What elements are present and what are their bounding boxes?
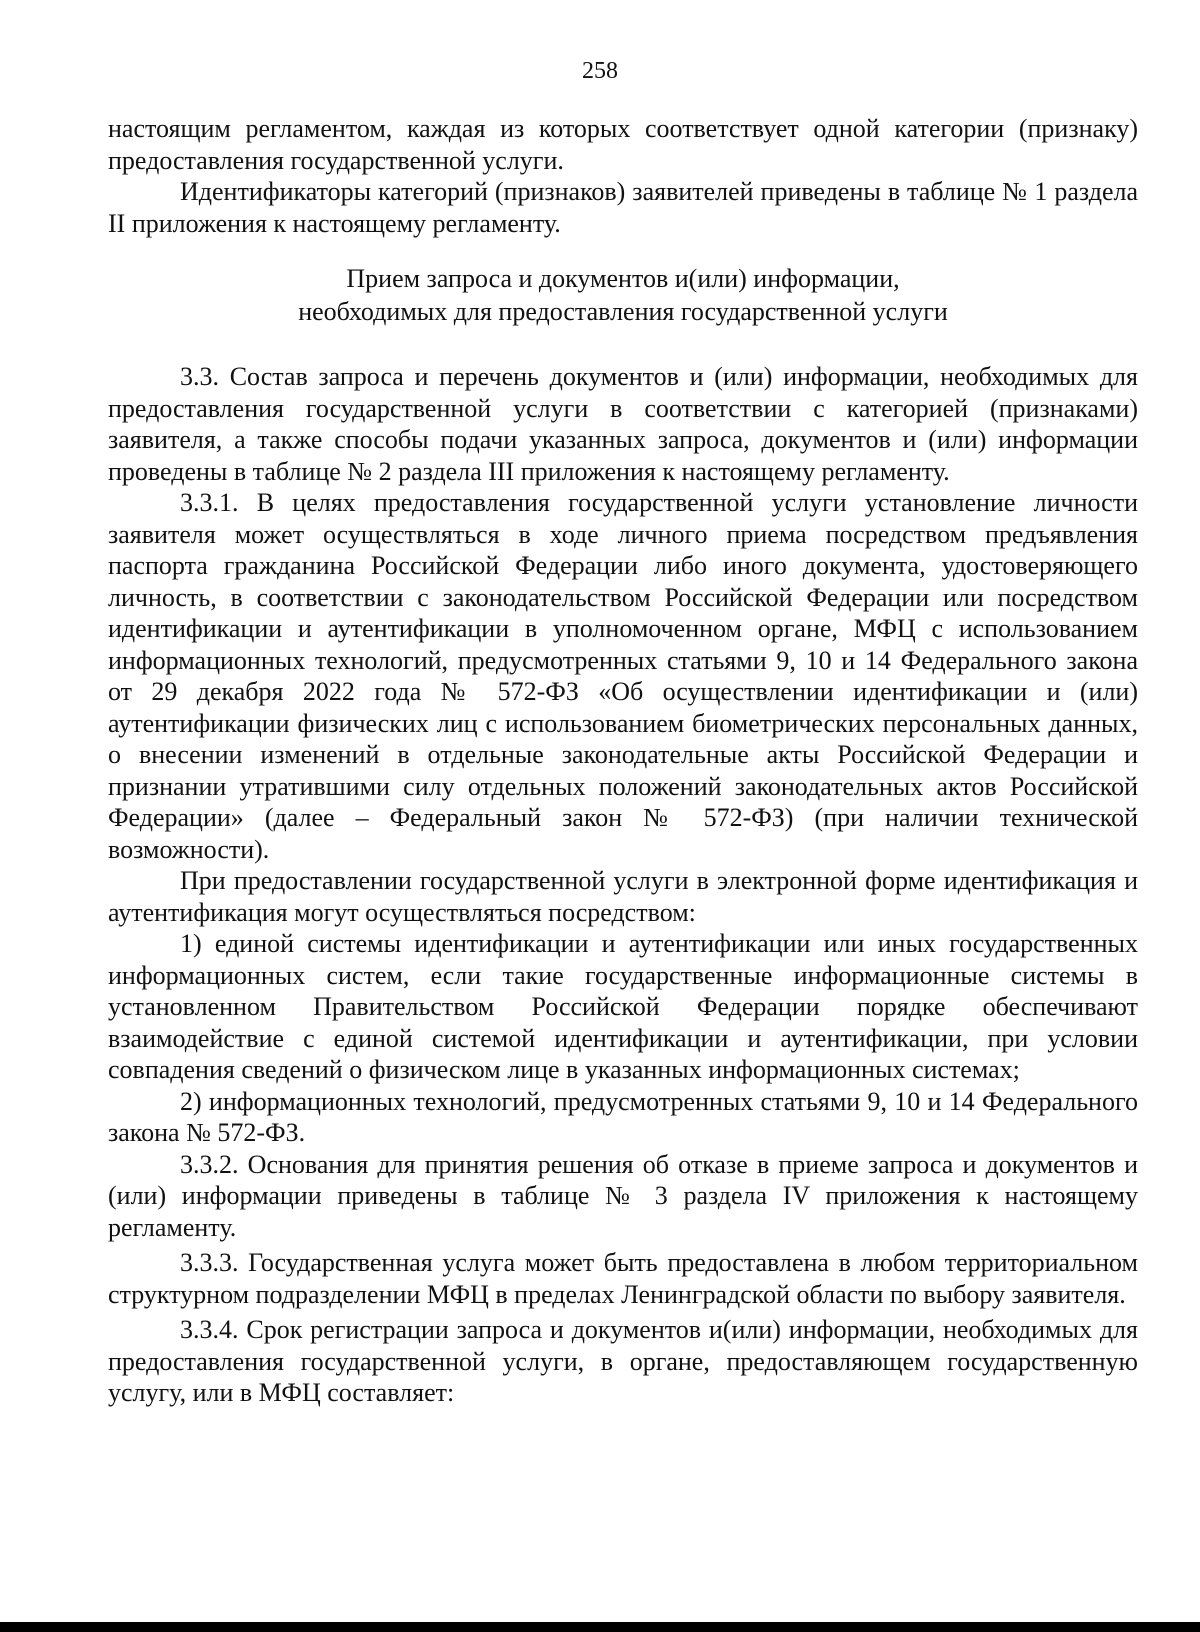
paragraph-continuation: настоящим регламентом, каждая из которых соответствует одной категории (признаку) предоставления государственной услуги. bbox=[108, 114, 1138, 175]
paragraph-3-3-4: 3.3.4. Срок регистрации запроса и документов и(или) информации, необходимых для предоставления государственной услуги, в органе, предоставляющем государственную услугу, или в МФЦ составляет: bbox=[108, 1315, 1138, 1407]
paragraph-identifiers: Идентификаторы категорий (признаков) заявителей приведены в таблице № 1 раздела II приложения к настоящему регламенту. bbox=[108, 177, 1138, 238]
page-number: 258 bbox=[582, 58, 618, 84]
paragraph-electronic-form: При предоставлении государственной услуги в электронной форме идентификация и аутентификация могут осуществляться посредством: bbox=[108, 866, 1138, 927]
paragraph-3-3-3: 3.3.3. Государственная услуга может быть предоставлена в любом территориальном структурном подразделении МФЦ в пределах Ленинградской области по выбору заявителя. bbox=[108, 1248, 1138, 1309]
section-heading-line-2: необходимых для предоставления государственной услуги bbox=[298, 297, 948, 326]
section-heading bbox=[108, 262, 1138, 328]
list-item-2: 2) информационных технологий, предусмотренных статьями 9, 10 и 14 Федерального закона № 572-ФЗ. bbox=[108, 1086, 1138, 1147]
scan-edge bbox=[0, 1622, 1200, 1632]
list-item-1: 1) единой системы идентификации и аутентификации или иных государственных информационных систем, если такие государственные информационные системы в установленном Правительством Российской Федерации порядке обеспечивают взаимодействие с единой системой идентификации и аутентификации, при условии совпадения сведений о физическом лице в указанных информационных системах; bbox=[108, 929, 1138, 1084]
document-body bbox=[108, 113, 1138, 1409]
section-heading-line-1: Прием запроса и документов и(или) информации, bbox=[346, 264, 900, 293]
paragraph-3-3-2: 3.3.2. Основания для принятия решения об отказе в приеме запроса и документов и (или) информации приведены в таблице № 3 раздела IV приложения к настоящему регламенту. bbox=[108, 1149, 1138, 1242]
paragraph-3-3-1: 3.3.1. В целях предоставления государственной услуги установление личности заявителя может осуществляться в ходе личного приема посредством предъявления паспорта гражданина Российской Федерации либо иного документа, удостоверяющего личность, в соответствии с законодательством Российской Федерации или посредством идентификации и аутентификации в уполномоченном органе, МФЦ с использованием информационных технологий, предусмотренных статьями 9, 10 и 14 Федерального закона от 29 декабря 2022 года № 572-ФЗ «Об осуществлении идентификации и (или) аутентификации физических лиц с использованием биометрических персональных данных, о внесении изменений в отдельные законодательные акты Российской Федерации и признании утратившими силу отдельных положений законодательных актов Российской Федерации» (далее – Федеральный закон № 572-ФЗ) (при наличии технической возможности). bbox=[108, 488, 1138, 864]
paragraph-3-3: 3.3. Состав запроса и перечень документов и (или) информации, необходимых для предоставления государственной услуги в соответствии с категорией (признаками) заявителя, а также способы подачи указанных запроса, документов и (или) информации проведены в таблице № 2 раздела III приложения к настоящему регламенту. bbox=[108, 362, 1138, 486]
